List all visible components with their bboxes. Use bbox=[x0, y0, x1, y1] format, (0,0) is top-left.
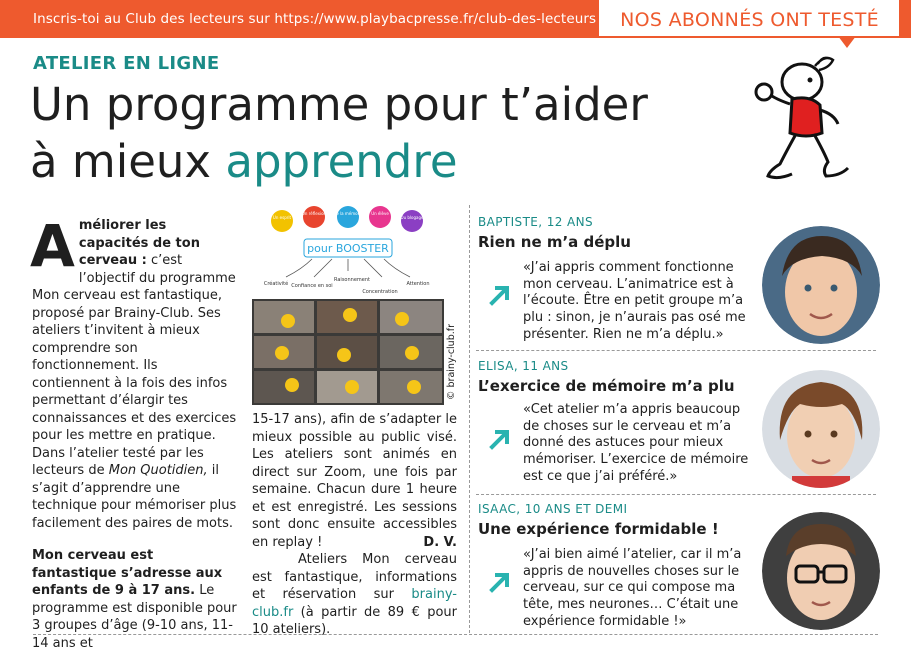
bubble-label-1: Un esprit bbox=[272, 215, 292, 220]
column-2-paragraph bbox=[252, 411, 457, 551]
testimonial-headline: Rien ne m’a déplu bbox=[478, 233, 631, 251]
second-paragraph-bold: Mon cerveau est fantastique s’adresse aux enfants de 9 à 17 ans. bbox=[32, 548, 223, 598]
booking-info-price: (à partir de 89 € pour 10 ateliers). bbox=[252, 604, 457, 637]
infographic-bottom-1: Créativité bbox=[263, 281, 289, 287]
booking-info-text: Ateliers Mon cerveau est fantastique, informations et réservation sur bbox=[252, 552, 457, 602]
bottom-divider bbox=[33, 634, 878, 635]
testimonial-divider-1 bbox=[476, 350, 876, 351]
testimonial-quote: «Cet atelier m’a appris beaucoup de choses sur le cerveau et m’a donné des astuces pour mieux mémoriser. L’exercice de mémoire est ce que j’ai préféré.» bbox=[523, 402, 749, 484]
bubble-label-3: De la mémoire bbox=[333, 211, 363, 216]
intro-text: c’est l’objectif du programme Mon cerveau est fantastique, proposé par Brainy-Club. Ses ateliers t’invitent à mieux comprendre son fonctionnement. Ils contiennent à la fois des infos permettant d’élargir tes connaissances et des exercices pour les mettre en pratique. Dans l’atelier testé par les lecteurs de bbox=[32, 253, 237, 478]
title-line-2-plain: à mieux bbox=[30, 135, 212, 188]
photo-credit: © brainy-club.fr bbox=[446, 323, 457, 400]
bubble-label-2: Un réflexion bbox=[301, 211, 327, 216]
testimonial-divider-2 bbox=[476, 494, 876, 495]
article-column-2 bbox=[252, 411, 457, 639]
intro-bold: méliorer les capacités de ton cerveau : bbox=[78, 218, 200, 268]
arrow-icon bbox=[488, 283, 512, 307]
booking-info bbox=[252, 551, 457, 639]
intro-paragraph bbox=[30, 212, 237, 532]
article-title bbox=[30, 76, 730, 190]
bubble-label-5: Du blogage bbox=[400, 215, 424, 220]
avatar-elisa bbox=[762, 370, 880, 488]
top-banner bbox=[0, 0, 911, 38]
avatar-baptiste bbox=[762, 226, 880, 344]
title-line-1: Un programme pour t’aider bbox=[30, 78, 648, 131]
intro-italic: Mon Quotidien, bbox=[108, 463, 208, 478]
second-paragraph-text: Le programme est disponible pour 3 groupes d’âge (9-10 ans, 11-14 ans et bbox=[32, 583, 237, 651]
testimonial-author: ELISA, 11 ANS bbox=[478, 359, 569, 373]
testimonial-author: ISAAC, 10 ANS ET DEMI bbox=[478, 502, 628, 516]
infographic-bottom-2: Confiance en soi bbox=[291, 283, 333, 289]
booster-infographic bbox=[252, 203, 444, 295]
infographic-bottom-4: Concentration bbox=[362, 289, 398, 295]
bubble-label-4: Un élève bbox=[371, 211, 389, 216]
arrow-icon bbox=[488, 570, 512, 594]
mascot-illustration bbox=[730, 44, 880, 184]
section-kicker: ATELIER EN LIGNE bbox=[33, 53, 220, 74]
club-invite-text: Inscris-toi au Club des lecteurs sur https://www.playbacpresse.fr/club-des-lecteurs bbox=[33, 11, 597, 27]
avatar-isaac bbox=[762, 512, 880, 630]
article-column-1 bbox=[30, 212, 237, 652]
column-divider bbox=[469, 205, 470, 633]
intro-end: il s’agit d’apprendre une technique pour mémoriser plus facilement des paires de mots. bbox=[32, 463, 237, 531]
testimonial-quote: «J’ai appris comment fonctionne mon cerveau. L’animatrice est à l’écoute. Être en petit groupe m’a plu : sinon, je n’aurais pas osé me présenter. Rien ne m’a déplu.» bbox=[523, 260, 746, 342]
column-2-text: 15-17 ans), afin de s’adapter le mieux possible au public visé. Les ateliers sont animés en direct sur Zoom, une fois par semaine. Chacun dure 1 heure et est enregistré. Les sessions sont donc ensuite accessibles en replay ! bbox=[252, 412, 457, 550]
testimonial-author: BAPTISTE, 12 ANS bbox=[478, 215, 593, 229]
second-paragraph bbox=[32, 547, 237, 652]
zoom-session-photo bbox=[252, 299, 444, 405]
tested-label: NOS ABONNÉS ONT TESTÉ bbox=[599, 0, 899, 38]
drop-cap: A bbox=[30, 212, 75, 280]
infographic-bottom-3: Raisonnement bbox=[334, 277, 370, 283]
infographic-bottom-5: Attention bbox=[406, 281, 430, 287]
brainy-club-link[interactable]: brainy-club.fr bbox=[252, 587, 457, 620]
infographic-center-label: pour BOOSTER bbox=[307, 242, 389, 255]
arrow-icon bbox=[488, 427, 512, 451]
title-line-2 bbox=[30, 133, 730, 190]
testimonial-headline: L’exercice de mémoire m’a plu bbox=[478, 377, 735, 395]
author-signature: D. V. bbox=[423, 534, 457, 550]
testimonial-headline: Une expérience formidable ! bbox=[478, 520, 719, 538]
title-accent-word: apprendre bbox=[225, 135, 458, 188]
testimonial-quote: «J’ai bien aimé l’atelier, car il m’a appris de nouvelles choses sur le cerveau, sur ce qui compose ma tête, mes neurones… C’était une expérience formidable !» bbox=[523, 547, 742, 629]
